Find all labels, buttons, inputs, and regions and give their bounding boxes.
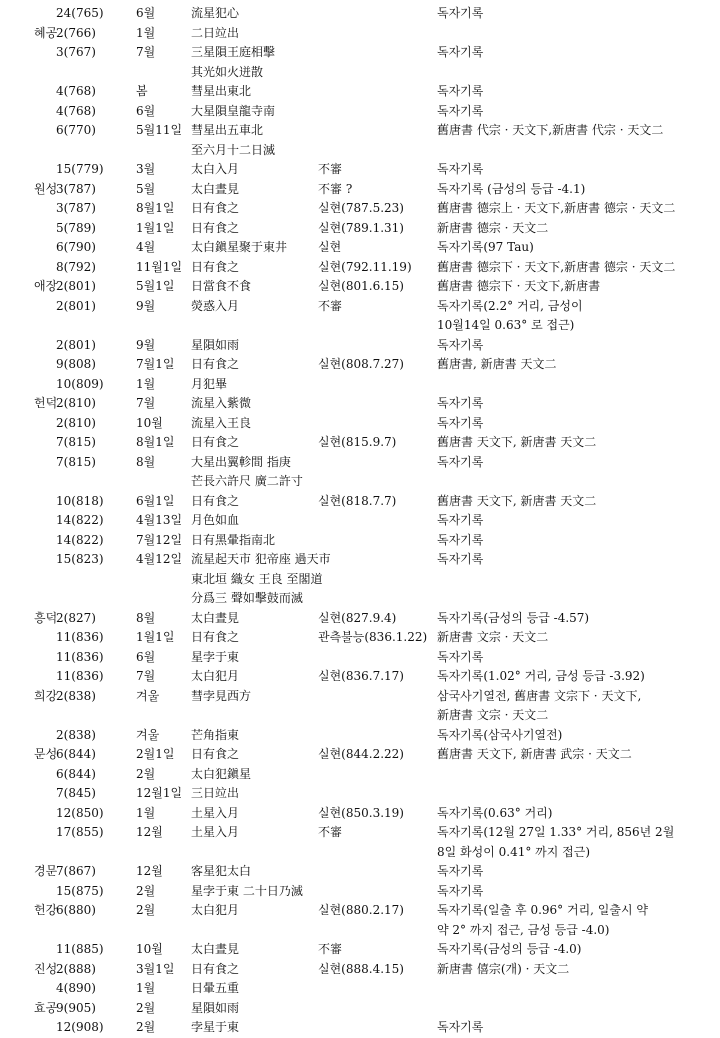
cell-date: 10월	[136, 942, 163, 956]
cell-text: 至六月十二日滅	[191, 142, 276, 157]
cell-obs: 실현(844.2.22)	[318, 747, 404, 761]
cell-date: 1월	[136, 25, 156, 40]
cell-src: 독자기록	[437, 883, 484, 898]
cell-text: 分爲三 聲如擊鼓而滅	[191, 591, 303, 605]
cell-src: 독자기록	[437, 1020, 484, 1034]
cell-date: 6월1일	[136, 493, 175, 508]
cell-obs: 실현(808.7.27)	[318, 357, 404, 371]
cell-src: 삼국사기열전, 舊唐書 文宗下 · 天文下,	[437, 688, 642, 703]
cell-year: 10(809)	[56, 376, 104, 391]
cell-date: 2월1일	[136, 747, 175, 761]
cell-year: 15(823)	[56, 552, 104, 566]
cell-king: 경문	[34, 864, 58, 878]
cell-src: 독자기록(0.63° 거리)	[437, 805, 553, 820]
cell-obs: 실현(789.1.31)	[318, 220, 404, 235]
cell-text: 彗星出東北	[191, 84, 252, 98]
cell-obs: 실현(787.5.23)	[318, 201, 404, 215]
cell-date: 6월	[136, 6, 156, 20]
cell-text: 三日竝出	[191, 786, 240, 800]
cell-text: 太白晝見	[191, 181, 240, 196]
cell-king: 효공	[34, 1000, 58, 1015]
cell-src: 舊唐書 天文下, 新唐書 天文二	[437, 493, 597, 508]
cell-src: 독자기록	[437, 45, 484, 59]
cell-text: 太白鎭星聚于東井	[191, 240, 288, 254]
cell-date: 5월1일	[136, 279, 175, 293]
cell-src: 독자기록(일출 후 0.96° 거리, 일출시 약	[437, 903, 648, 917]
cell-date: 8월1일	[136, 435, 175, 449]
cell-date: 8월	[136, 610, 156, 625]
cell-obs: 실현(801.6.15)	[318, 279, 404, 293]
cell-date: 4월13일	[136, 513, 183, 527]
cell-text: 流星入王良	[191, 415, 252, 430]
cell-year: 24(765)	[56, 6, 104, 20]
cell-year: 7(845)	[56, 786, 96, 800]
cell-date: 7월1일	[136, 357, 175, 371]
cell-king: 흥덕	[34, 610, 58, 625]
cell-obs: 不審	[318, 942, 343, 956]
cell-text: 星隕如雨	[191, 1000, 240, 1015]
cell-year: 6(880)	[56, 903, 96, 917]
cell-obs: 不審	[318, 162, 343, 176]
cell-src: 舊唐書, 新唐書 天文二	[437, 357, 557, 371]
cell-text: 太白犯月	[191, 903, 240, 917]
cell-obs: 실현(815.9.7)	[318, 435, 397, 449]
cell-year: 3(767)	[56, 45, 96, 59]
cell-date: 겨울	[136, 688, 160, 703]
cell-year: 3(787)	[56, 181, 96, 196]
cell-obs: 不審	[318, 298, 343, 313]
cell-king: 문성	[34, 747, 58, 761]
cell-text: 彗孛見西方	[191, 688, 252, 703]
cell-date: 12월	[136, 864, 163, 878]
cell-year: 6(844)	[56, 766, 96, 781]
cell-text: 日有黑暈指南北	[191, 532, 276, 547]
cell-text: 芒角指東	[191, 727, 240, 742]
cell-year: 2(888)	[56, 961, 96, 976]
cell-date: 6월	[136, 103, 156, 118]
cell-src: 독자기록	[437, 337, 484, 352]
cell-src: 독자기록(97 Tau)	[437, 240, 534, 254]
cell-obs: 실현(836.7.17)	[318, 669, 404, 683]
cell-date: 7월12일	[136, 532, 183, 547]
cell-src: 舊唐書 德宗下 · 天文下,新唐書	[437, 279, 601, 293]
cell-king: 애장	[34, 279, 58, 293]
cell-text: 彗星出五車北	[191, 123, 264, 137]
cell-date: 12월1일	[136, 786, 183, 800]
cell-date: 1월	[136, 805, 156, 820]
cell-src: 新唐書 德宗 · 天文二	[437, 220, 549, 235]
cell-date: 12월	[136, 825, 163, 839]
cell-text: 日當食不食	[191, 279, 252, 293]
cell-src: 舊唐書 代宗 · 天文下,新唐書 代宗 · 天文二	[437, 123, 664, 137]
cell-date: 겨울	[136, 727, 160, 742]
cell-year: 2(801)	[56, 298, 96, 313]
cell-src: 독자기록	[437, 162, 484, 176]
cell-date: 1월1일	[136, 220, 175, 235]
cell-date: 8월	[136, 454, 156, 469]
cell-text: 東北垣 織女 王良 至閣道	[191, 571, 323, 586]
cell-date: 2월	[136, 1000, 156, 1015]
cell-src: 독자기록(2.2° 거리, 금성이	[437, 298, 583, 313]
cell-text: 太白入月	[191, 162, 240, 176]
cell-obs: 不審	[318, 825, 343, 839]
cell-text: 日有食之	[191, 259, 240, 274]
cell-year: 15(875)	[56, 883, 104, 898]
cell-src: 독자기록	[437, 552, 484, 566]
cell-text: 土星入月	[191, 805, 240, 820]
cell-obs: 관측불능(836.1.22)	[318, 630, 428, 644]
cell-src: 舊唐書 德宗上 · 天文下,新唐書 德宗 · 天文二	[437, 201, 676, 215]
cell-year: 14(822)	[56, 513, 104, 527]
cell-src: 독자기록	[437, 454, 484, 469]
cell-date: 11월1일	[136, 259, 183, 274]
cell-year: 4(768)	[56, 103, 96, 118]
cell-date: 9월	[136, 298, 156, 313]
cell-text: 日有食之	[191, 435, 240, 449]
cell-text: 日有食之	[191, 961, 240, 976]
cell-year: 12(850)	[56, 805, 104, 820]
cell-date: 2월	[136, 883, 156, 898]
cell-date: 2월	[136, 766, 156, 781]
cell-year: 11(836)	[56, 669, 104, 683]
cell-date: 8월1일	[136, 201, 175, 215]
cell-year: 2(827)	[56, 610, 96, 625]
cell-text: 日暈五重	[191, 981, 240, 995]
cell-date: 5월11일	[136, 123, 183, 137]
cell-date: 9월	[136, 337, 156, 352]
cell-date: 6월	[136, 649, 156, 664]
cell-obs: 不審 ?	[318, 181, 353, 196]
cell-src: 8일 화성이 0.41° 까지 접근)	[437, 844, 591, 859]
cell-src: 독자기록	[437, 415, 484, 430]
cell-src: 독자기록	[437, 513, 484, 527]
cell-year: 7(815)	[56, 435, 96, 449]
cell-date: 4월	[136, 240, 156, 254]
cell-text: 流星起天市 犯帝座 過天市	[191, 552, 331, 566]
cell-date: 5월	[136, 181, 156, 196]
cell-src: 독자기록(삼국사기열전)	[437, 727, 563, 742]
cell-text: 星孛于東 二十日乃滅	[191, 883, 303, 898]
cell-text: 日有食之	[191, 357, 240, 371]
cell-text: 日有食之	[191, 493, 240, 508]
cell-date: 2월	[136, 1020, 156, 1034]
cell-src: 舊唐書 德宗下 · 天文下,新唐書 德宗 · 天文二	[437, 259, 676, 274]
cell-src: 독자기록	[437, 84, 484, 98]
cell-king: 희강	[34, 688, 58, 703]
cell-king: 진성	[34, 961, 58, 976]
cell-year: 2(766)	[56, 25, 96, 40]
cell-year: 7(815)	[56, 454, 96, 469]
cell-obs: 실현(888.4.15)	[318, 961, 404, 976]
cell-text: 星孛于東	[191, 649, 240, 664]
cell-obs: 실현(792.11.19)	[318, 259, 412, 274]
cell-obs: 실현(827.9.4)	[318, 610, 397, 625]
cell-year: 10(818)	[56, 493, 104, 508]
cell-src: 독자기록	[437, 103, 484, 118]
cell-text: 芒長六許尺 廣二許寸	[191, 474, 303, 488]
cell-year: 2(801)	[56, 337, 96, 352]
cell-date: 봄	[136, 84, 148, 98]
cell-src: 독자기록(12월 27일 1.33° 거리, 856년 2월	[437, 825, 675, 839]
cell-date: 4월12일	[136, 552, 183, 566]
cell-obs: 실현(818.7.7)	[318, 493, 397, 508]
cell-text: 日有食之	[191, 201, 240, 215]
cell-text: 三星隕王庭相擊	[191, 45, 276, 59]
cell-text: 二日竝出	[191, 25, 240, 40]
cell-src: 독자기록	[437, 6, 484, 20]
cell-year: 11(885)	[56, 942, 104, 956]
cell-date: 1월1일	[136, 630, 175, 644]
cell-text: 流星入紫微	[191, 396, 252, 410]
cell-year: 2(810)	[56, 396, 96, 410]
cell-text: 星隕如雨	[191, 337, 240, 352]
cell-date: 7월	[136, 45, 156, 59]
cell-text: 太白犯鎭星	[191, 766, 252, 781]
cell-src: 독자기록	[437, 396, 484, 410]
cell-src: 독자기록(금성의 등급 -4.0)	[437, 942, 582, 956]
cell-date: 7월	[136, 669, 156, 683]
cell-year: 6(770)	[56, 123, 96, 137]
cell-text: 太白犯月	[191, 669, 240, 683]
cell-date: 1월	[136, 376, 156, 391]
cell-date: 2월	[136, 903, 156, 917]
cell-src: 新唐書 僖宗(개) · 天文二	[437, 961, 570, 976]
cell-date: 3월1일	[136, 961, 175, 976]
cell-src: 舊唐書 天文下, 新唐書 武宗 · 天文二	[437, 747, 632, 761]
cell-text: 孛星于東	[191, 1020, 240, 1034]
cell-text: 大星隕皇龍寺南	[191, 103, 276, 118]
cell-text: 太白晝見	[191, 610, 240, 625]
cell-text: 土星入月	[191, 825, 240, 839]
cell-year: 9(905)	[56, 1000, 96, 1015]
cell-text: 日有食之	[191, 630, 240, 644]
cell-year: 2(838)	[56, 688, 96, 703]
cell-king: 혜공	[34, 25, 58, 40]
cell-src: 독자기록	[437, 864, 484, 878]
cell-src: 독자기록	[437, 532, 484, 547]
cell-src: 약 2° 까지 접근, 금성 등급 -4.0)	[437, 922, 610, 937]
cell-year: 4(890)	[56, 981, 96, 995]
cell-date: 1월	[136, 981, 156, 995]
cell-year: 3(787)	[56, 201, 96, 215]
cell-src: 독자기록(1.02° 거리, 금성 등급 -3.92)	[437, 669, 645, 683]
cell-year: 6(844)	[56, 747, 96, 761]
cell-src: 독자기록	[437, 649, 484, 664]
cell-year: 11(836)	[56, 630, 104, 644]
cell-text: 流星犯心	[191, 6, 240, 20]
cell-king: 헌덕	[34, 396, 58, 410]
cell-year: 5(789)	[56, 220, 96, 235]
cell-year: 9(808)	[56, 357, 96, 371]
cell-date: 3월	[136, 162, 156, 176]
cell-date: 7월	[136, 396, 156, 410]
cell-text: 日有食之	[191, 747, 240, 761]
cell-text: 其光如火迸散	[191, 64, 264, 79]
cell-year: 15(779)	[56, 162, 104, 176]
cell-text: 熒惑入月	[191, 298, 240, 313]
cell-year: 2(801)	[56, 279, 96, 293]
cell-obs: 실현	[318, 240, 342, 254]
cell-src: 新唐書 文宗 · 天文二	[437, 708, 549, 722]
cell-year: 11(836)	[56, 649, 104, 664]
cell-king: 헌강	[34, 903, 58, 917]
cell-src: 舊唐書 天文下, 新唐書 天文二	[437, 435, 597, 449]
cell-year: 12(908)	[56, 1020, 104, 1034]
cell-year: 2(810)	[56, 415, 96, 430]
cell-king: 원성	[34, 181, 58, 196]
cell-src: 독자기록 (금성의 등급 -4.1)	[437, 181, 586, 196]
cell-year: 7(867)	[56, 864, 96, 878]
cell-obs: 실현(850.3.19)	[318, 805, 404, 820]
cell-text: 月色如血	[191, 513, 240, 527]
cell-src: 新唐書 文宗 · 天文二	[437, 630, 549, 644]
cell-text: 月犯畢	[191, 376, 228, 391]
cell-year: 8(792)	[56, 259, 96, 274]
cell-year: 2(838)	[56, 727, 96, 742]
cell-year: 6(790)	[56, 240, 96, 254]
cell-text: 大星出翼軫間 指庚	[191, 454, 291, 469]
cell-src: 10월14일 0.63° 로 접근)	[437, 318, 575, 332]
cell-date: 10월	[136, 415, 163, 430]
cell-obs: 실현(880.2.17)	[318, 903, 404, 917]
cell-year: 17(855)	[56, 825, 104, 839]
cell-src: 독자기록(금성의 등급 -4.57)	[437, 610, 590, 625]
table-row	[0, 1016, 720, 1038]
cell-text: 客星犯太白	[191, 864, 252, 878]
cell-year: 4(768)	[56, 84, 96, 98]
cell-text: 太白晝見	[191, 942, 240, 956]
cell-year: 14(822)	[56, 532, 104, 547]
cell-text: 日有食之	[191, 220, 240, 235]
